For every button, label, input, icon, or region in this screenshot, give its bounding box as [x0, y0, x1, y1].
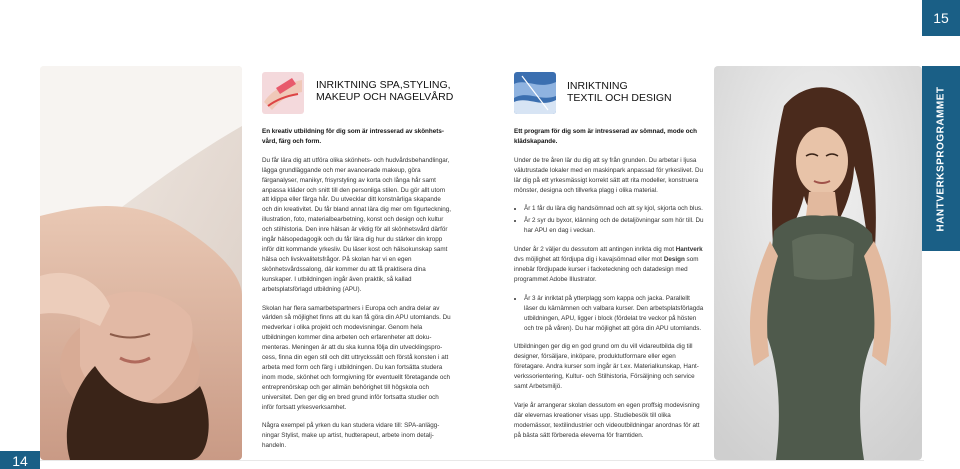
woman-lying-spa-photo: [40, 66, 242, 460]
page-number-right: 15: [922, 0, 960, 36]
left-lead: En kreativ utbildning för dig som är intresserad av skönhetsvård, färg och form.: [262, 128, 444, 145]
list-item: • År 3 är inriktat på ytterplagg som kappa och jacka. Parallellt läser du kärnämnen och valbara kurser. Den arbetsplatsförlagda utbildningen, APU, ligger i block (fördelat tre veckor på hösten och tre på våren). Du har möjlighet att göra din APU utomlands.: [524, 294, 704, 334]
left-title-line1: INRIKTNING SPA,STYLING,: [316, 79, 451, 91]
right-column: [514, 127, 704, 450]
right-title-line1: INRIKTNING: [567, 80, 628, 92]
side-label-band: [922, 66, 960, 251]
fabric-sewing-icon: [514, 72, 556, 114]
right-paragraph-2: Under år 2 väljer du dessutom att antingen inrikta dig mot Hantverk dvs möjlighet att fördjupa dig i kavajsömnad eller mot Design som innebär fördjupade kurser i facketeckning och datadesign med programmet Adobe Illustrator.: [514, 246, 703, 283]
right-paragraph-4: Varje år arrangerar skolan dessutom en egen proffsig modevisning där elevernas kreationer visas upp. Studiebesök till olika modemässor, textilindustrier och videoutbildningar anordnas för att på bästa sätt förbereda eleverna för framtiden.: [514, 401, 700, 439]
list-item: • År 2 syr du byxor, klänning och de detaljövningar som hör till. Du har APU en dag i veckan.: [524, 216, 704, 236]
right-paragraph-3: Utbildningen ger dig en god grund om du vill vidareutbilda dig till designer, försäljare, inköpare, produktutformare eller egen företagare. Andra kurser som ingår är t.ex. Materialkunskap, Hantverkssorientering, Kultur- och Stilhistoria, Försäljning och service samt Arbetsmiljö.: [514, 343, 699, 391]
side-label: HANTVERKSPROGRAMMET: [935, 85, 947, 232]
right-paragraph-1: Under de tre åren lär du dig att sy från grunden. Du arbetar i ljusa välutrustade lokaler med en maskinpark anpassad för yrkeslivet. Du lär dig på ett yrkesmässigt korrekt sätt att rita modeller, konstruera mönster, designa och tillverka plagg i olika material.: [514, 156, 703, 194]
right-title-line2: TEXTIL OCH DESIGN: [567, 92, 672, 104]
list-item: • År 1 får du lära dig handsömnad och att sy kjol, skjorta och blus.: [524, 204, 704, 214]
nail-polish-hand-icon: [262, 72, 304, 114]
right-section-title: [567, 80, 707, 104]
woman-in-dress-photo: [714, 66, 922, 460]
left-paragraph-3: Några exempel på yrken du kan studera vidare till: SPA-anläggningar Stylist, make up artist, hudterapeut, arbete inom detaljhandeln.: [262, 422, 440, 450]
left-section-title: [316, 79, 496, 103]
right-bullets-1: [514, 204, 704, 236]
left-paragraph-1: Du får lära dig att utföra olika skönhets- och hudvårdsbehandlingar, lägga grundläggande och mer avancerade makeup, göra färganalyser, manikyr, frisyrstyling av korta och långa hår samt anpassa kläder och snitt till den personliga stilen. Du gör allt utom att klippa eller färga hår. Du utvecklar ditt konstnärliga skapande och din kreativitet. Du får bland annat lära dig mer om figurteckning, illustration, foto, materialbearbetning, konst och design och kultur och stilhistoria. Den inre hälsan är viktig för all skönhetsvård därför ingår hälsopedagogik och du får lära dig hur du stärker din kropp inför ditt kommande yrkesliv. Du läser kost och hälsokunskap samt hälsa och livskvalitetsfrågor. På skolan har vi en egen skönhetsvårdssalong, där kommer du att få praktisera dina kunskaper. I utbildningen ingår även praktik, så kallad arbetsplatsförlagd utbildning (APU).: [262, 156, 452, 293]
page-divider: [40, 460, 924, 461]
right-bullets-2: [514, 294, 704, 334]
left-column: [262, 127, 452, 460]
page-number-left: 14: [0, 451, 40, 469]
left-title-line2: MAKEUP OCH NAGELVÅRD: [316, 91, 454, 103]
right-lead: Ett program för dig som är intresserad av sömnad, mode och klädskapande.: [514, 128, 698, 145]
left-paragraph-2: Skolan har flera samarbetspartners i Europa och andra delar av världen så möjlighet finns att du kan få göra din APU utomlands. Du medverkar i olika projekt och modevisningar. Genom hela utbildningen kommer dina arbeten och erfarenheter att dokumenteras. Meningen är att du ska kunna följa din utvecklingsprocess, finna din egen stil och ditt uttryckssätt och förstå konsten i att arbeta med form och färg i utbildningen. Du kan fortsätta studera inom mode, skönhet och formgivning för eventuellt företagande och entreprenörskap och ger allmän behörighet till högskola och universitet. Den ger dig en bred grund inför fortsatta studier och inför fortsatt yrkesverksamhet.: [262, 304, 451, 411]
